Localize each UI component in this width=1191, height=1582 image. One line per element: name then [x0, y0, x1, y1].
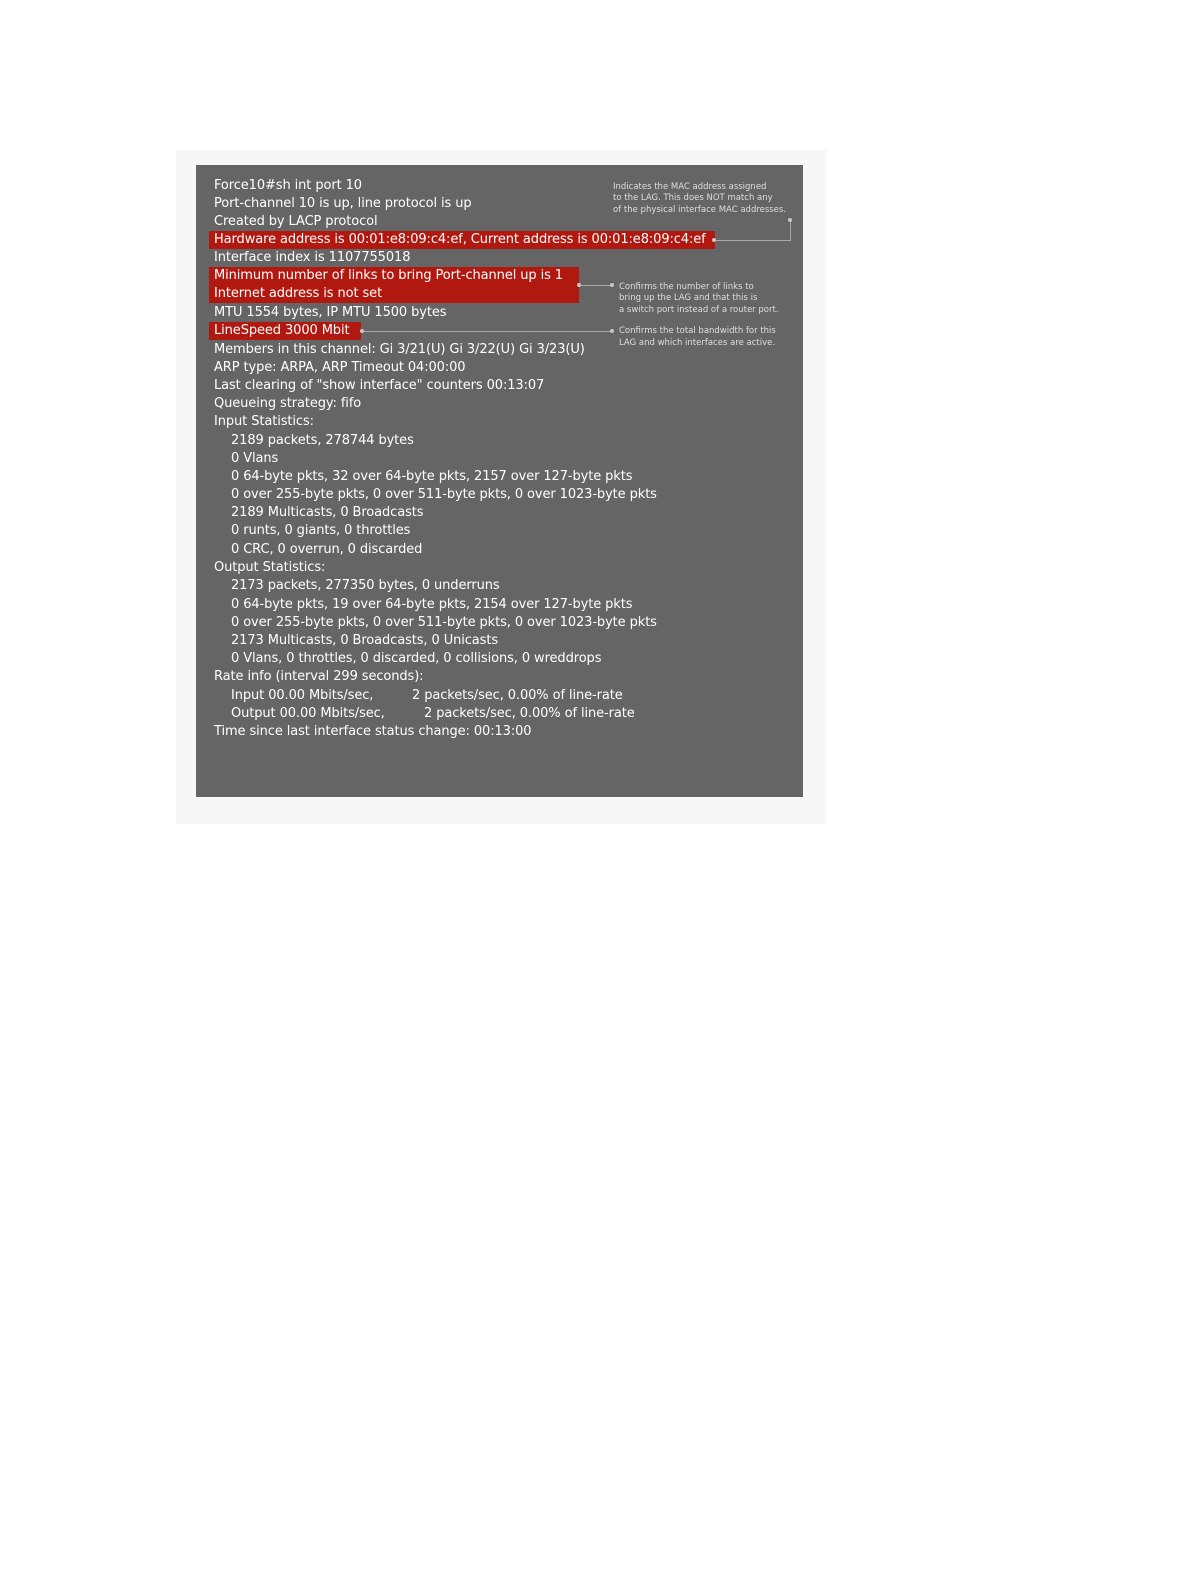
hardware-address-line: Hardware address is 00:01:e8:09:c4:ef, Current address is 00:01:e8:09:c4:ef — [214, 232, 706, 247]
callout-links-line-1: Confirms the number of links to — [619, 282, 754, 292]
callout-mac-line-3: of the physical interface MAC addresses. — [613, 205, 787, 215]
output-packets-line: 2173 packets, 277350 bytes, 0 underruns — [231, 578, 500, 593]
input-size-line-2: 0 over 255-byte pkts, 0 over 511-byte pkts, 0 over 1023-byte pkts — [231, 487, 657, 502]
output-vlans-line: 0 Vlans, 0 throttles, 0 discarded, 0 collisions, 0 wreddrops — [231, 651, 602, 666]
input-rate-line: Input 00.00 Mbits/sec, — [231, 688, 374, 703]
callout-speed-line-2: LAG and which interfaces are active. — [619, 338, 776, 348]
arp-line: ARP type: ARPA, ARP Timeout 04:00:00 — [214, 360, 466, 375]
created-by-line: Created by LACP protocol — [214, 214, 378, 229]
input-crc-line: 0 CRC, 0 overrun, 0 discarded — [231, 542, 423, 557]
callout-mac-line-1: Indicates the MAC address assigned — [613, 182, 767, 192]
output-statistics-heading: Output Statistics: — [214, 560, 326, 575]
line-speed-line: LineSpeed 3000 Mbit — [214, 323, 350, 338]
mac-connector-start-dot — [712, 238, 716, 242]
speed-connector — [362, 331, 612, 332]
output-size-line-1: 0 64-byte pkts, 19 over 64-byte pkts, 2154 over 127-byte pkts — [231, 597, 633, 612]
output-size-line-2: 0 over 255-byte pkts, 0 over 511-byte pkts, 0 over 1023-byte pkts — [231, 615, 657, 630]
input-vlans-line: 0 Vlans — [231, 451, 279, 466]
callout-links-line-3: a switch port instead of a router port. — [619, 305, 779, 315]
speed-connector-start-dot — [360, 329, 364, 333]
callout-mac-line-2: to the LAG. This does NOT match any — [613, 193, 773, 203]
mac-connector-vertical — [790, 220, 791, 241]
output-rate-line: Output 00.00 Mbits/sec, — [231, 706, 385, 721]
input-runts-line: 0 runts, 0 giants, 0 throttles — [231, 523, 411, 538]
speed-connector-end-dot — [610, 329, 614, 333]
input-packets-line: 2189 packets, 278744 bytes — [231, 433, 414, 448]
internet-address-line: Internet address is not set — [214, 286, 383, 301]
input-statistics-heading: Input Statistics: — [214, 414, 314, 429]
input-multicasts-line: 2189 Multicasts, 0 Broadcasts — [231, 505, 424, 520]
port-channel-status: Port-channel 10 is up, line protocol is up — [214, 196, 472, 211]
links-connector — [579, 285, 612, 286]
links-connector-start-dot — [577, 283, 581, 287]
mtu-line: MTU 1554 bytes, IP MTU 1500 bytes — [214, 305, 447, 320]
callout-speed-line-1: Confirms the total bandwidth for this — [619, 326, 776, 336]
rate-info-heading: Rate info (interval 299 seconds): — [214, 669, 424, 684]
links-connector-end-dot — [610, 283, 614, 287]
status-change-line: Time since last interface status change: 00:13:00 — [214, 724, 532, 739]
output-multicasts-line: 2173 Multicasts, 0 Broadcasts, 0 Unicasts — [231, 633, 499, 648]
input-size-line-1: 0 64-byte pkts, 32 over 64-byte pkts, 2157 over 127-byte pkts — [231, 469, 633, 484]
output-rate-packets: 2 packets/sec, 0.00% of line-rate — [424, 706, 635, 721]
last-clearing-line: Last clearing of "show interface" counters 00:13:07 — [214, 378, 545, 393]
members-line: Members in this channel: Gi 3/21(U) Gi 3/22(U) Gi 3/23(U) — [214, 342, 585, 357]
mac-connector-end-dot — [788, 218, 792, 222]
mac-connector-horizontal — [715, 240, 791, 241]
interface-index-line: Interface index is 1107755018 — [214, 250, 411, 265]
input-rate-packets: 2 packets/sec, 0.00% of line-rate — [412, 688, 623, 703]
queueing-line: Queueing strategy: fifo — [214, 396, 362, 411]
callout-links-line-2: bring up the LAG and that this is — [619, 293, 758, 303]
min-links-line: Minimum number of links to bring Port-channel up is 1 — [214, 268, 563, 283]
command-line: Force10#sh int port 10 — [214, 178, 362, 193]
